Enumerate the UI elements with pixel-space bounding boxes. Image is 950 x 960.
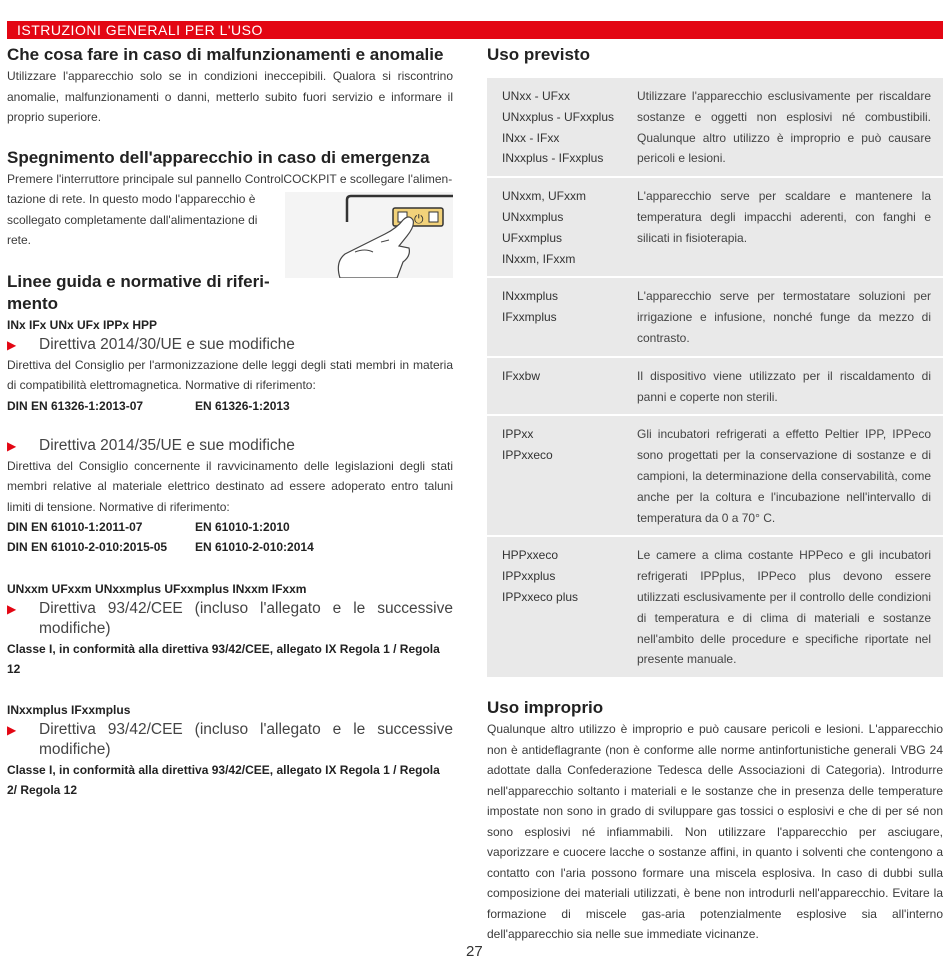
use-description: Gli incubatori refrigerati a effetto Peltier IPP, IPPeco sono progettati per la conservazione di sostanze e di campioni, la determinazione della conservabilità, come anche per la coltura e l'incubazione nell'intervallo di temperatura da 0 a 70° C. bbox=[637, 427, 931, 525]
model-code: IPPxx bbox=[502, 427, 534, 442]
norm-row: DIN EN 61326-1:2013-07 EN 61326-1:2013 bbox=[7, 398, 290, 413]
model-codes bbox=[502, 186, 637, 269]
model-codes bbox=[502, 545, 637, 670]
norm-row: DIN EN 61010-2-010:2015-05 EN 61010-2-010:2014 bbox=[7, 540, 314, 554]
section-header: ISTRUZIONI GENERALI PER L'USO bbox=[7, 21, 943, 39]
malfunction-title: Che cosa fare in caso di malfunzionamenti e anomalie bbox=[7, 45, 444, 64]
model-code: HPPxxeco bbox=[502, 548, 559, 563]
emergency-title: Spegnimento dell'apparecchio in caso di emergenza bbox=[7, 147, 430, 167]
emergency-line-1: Premere l'interruttore principale sul pannello ControlCOCKPIT e scollegare l'alimen- bbox=[7, 171, 453, 186]
directive-1-text: Direttiva del Consiglio per l'armonizzazione delle leggi degli stati membri in materia di compatibilità elettromagnetica. Normative di riferimento: bbox=[7, 357, 453, 392]
table-row bbox=[487, 358, 943, 417]
directive-2: ▶ Direttiva 2014/35/UE e sue modifiche bbox=[7, 436, 295, 454]
model-code: UNxx - UFxx bbox=[502, 89, 570, 103]
intended-use-title: Uso previsto bbox=[487, 45, 590, 64]
model-code: UNxxplus - UFxxplus bbox=[502, 109, 615, 124]
left-column bbox=[7, 44, 453, 800]
model-code: IPPxxeco plus bbox=[502, 589, 579, 604]
model-code: INxxplus - IFxxplus bbox=[502, 151, 604, 166]
use-description: L'apparecchio serve per scaldare e mantenere la temperatura degli impacchi aderenti, con fanghi e silicati in fisioterapia. bbox=[637, 189, 931, 245]
intended-use-table bbox=[487, 78, 943, 677]
directive-4: ▶ Direttiva 93/42/CEE (incluso l'allegato e le successive modifiche) bbox=[7, 721, 453, 758]
model-codes bbox=[502, 86, 637, 169]
emergency-line-3: scollegato completamente dall'alimentazione di bbox=[7, 212, 258, 227]
model-code: UNxxm, UFxxm bbox=[502, 189, 586, 204]
models-group-2: UNxxm UFxxm UNxxmplus UFxxmplus INxxm IFxxm bbox=[7, 582, 307, 596]
emergency-line-2: tazione di rete. In questo modo l'apparecchio è bbox=[7, 192, 256, 206]
model-code: UNxxmplus bbox=[502, 209, 564, 224]
guidelines-title-1: Linee guida e normative di riferi- bbox=[7, 271, 270, 291]
model-code: IFxxbw bbox=[502, 368, 541, 383]
model-code: IPPxxplus bbox=[502, 569, 556, 584]
emergency-line-4: rete. bbox=[7, 233, 32, 247]
norm-row: DIN EN 61010-1:2011-07 EN 61010-1:2010 bbox=[7, 520, 290, 534]
model-code: INxxmplus bbox=[502, 289, 559, 304]
guidelines-title-2: mento bbox=[7, 293, 58, 313]
malfunction-text: Utilizzare l'apparecchio solo se in condizioni ineccepibili. Qualora si riscontrino anomalie, malfunzionamenti o danni, metterlo subito fuori servizio e informare il proprio superiore. bbox=[7, 69, 453, 124]
use-description: Utilizzare l'apparecchio esclusivamente per riscaldare sostanze e oggetti non esplosivi né combustibili. Qualunque altro utilizzo è improprio e può causare pericoli e lesioni. bbox=[637, 89, 931, 166]
page-number: 27 bbox=[466, 943, 483, 960]
model-code: INxx - IFxx bbox=[502, 130, 560, 145]
hand-pressing-switch-icon bbox=[285, 192, 453, 278]
model-codes bbox=[502, 286, 637, 348]
models-group-1: INx IFx UNx UFx IPPx HPP bbox=[7, 317, 158, 332]
model-codes bbox=[502, 366, 637, 408]
table-row bbox=[487, 537, 943, 677]
table-row bbox=[487, 78, 943, 178]
directive-4-class: Classe I, in conformità alla direttiva 93/42/CEE, allegato IX Regola 1 / Regola 2/ Regola 12 bbox=[7, 763, 440, 797]
model-codes bbox=[502, 424, 637, 528]
use-description: Il dispositivo viene utilizzato per il riscaldamento di panni e coperte non sterili. bbox=[637, 368, 931, 404]
svg-text:⏻: ⏻ bbox=[414, 212, 424, 226]
directive-3-class: Classe I, in conformità alla direttiva 93/42/CEE, allegato IX Regola 1 / Regola 12 bbox=[7, 642, 440, 676]
models-group-3: INxxmplus IFxxmplus bbox=[7, 703, 131, 717]
directive-1: ▶ Direttiva 2014/30/UE e sue modifiche bbox=[7, 335, 295, 353]
bullet-triangle-icon: ▶ bbox=[7, 602, 17, 616]
bullet-triangle-icon: ▶ bbox=[7, 438, 17, 453]
model-code: INxxm, IFxxm bbox=[502, 251, 576, 266]
bullet-triangle-icon: ▶ bbox=[7, 723, 17, 737]
model-code: UFxxmplus bbox=[502, 230, 563, 245]
right-column bbox=[487, 44, 943, 945]
use-description: Le camere a clima costante HPPeco e gli incubatori refrigerati IPPplus, IPPeco plus devono essere utilizzati esclusivamente per il controllo delle condizioni di temperatura e di clima di materiali e sostanze nell'ambito delle procedure e specifiche riportate nel presente manuale. bbox=[637, 548, 931, 667]
use-description: L'apparecchio serve per termostatare soluzioni per irrigazione e infusione, nonché funge da mezzo di contrasto. bbox=[637, 289, 931, 345]
table-row bbox=[487, 416, 943, 537]
bullet-triangle-icon: ▶ bbox=[7, 337, 17, 352]
directive-3: ▶ Direttiva 93/42/CEE (incluso l'allegato e le successive modifiche) bbox=[7, 600, 453, 637]
improper-use-text: Qualunque altro utilizzo è improprio e può causare pericoli e lesioni. L'apparecchio non è antideflagrante (non è conforme alle norme antinfortunistiche generali VBG 24 adottate dalla Confederazione Tedesca delle Associazioni di Categoria). Introdurre nell'apparecchio soltanto i materiali e le sostanze che in presenza delle temperature impostate non sono in grado di sviluppare gas tossici o esplosivi e che di per sé non sono esplosivi né infiammabili. Non utilizzare l'apparecchio per asciugare, vaporizzare e cuocere lacche o sostanze affini, in quanto i solventi che contengono a contatto con l'aria possono formare una miscela esplosiva. In caso di dubbi sulla composizione dei materiali utilizzati, è bene non introdurli nell'apparecchio. Evitare la formazione di miscele gas-aria potenzialmente esplosive sia all'interno dell'apparecchio sia nelle sue immediate vicinanze. bbox=[487, 722, 943, 942]
table-row bbox=[487, 178, 943, 278]
model-code: IPPxxeco bbox=[502, 448, 553, 463]
improper-use-title: Uso improprio bbox=[487, 698, 604, 718]
table-row bbox=[487, 278, 943, 357]
directive-2-text: Direttiva del Consiglio concernente il ravvicinamento delle legislazioni degli stati membri relative al materiale elettrico destinato ad essere adoperato entro taluni limiti di tensione. Normative di riferimento: bbox=[7, 458, 453, 514]
model-code: IFxxmplus bbox=[502, 310, 557, 325]
